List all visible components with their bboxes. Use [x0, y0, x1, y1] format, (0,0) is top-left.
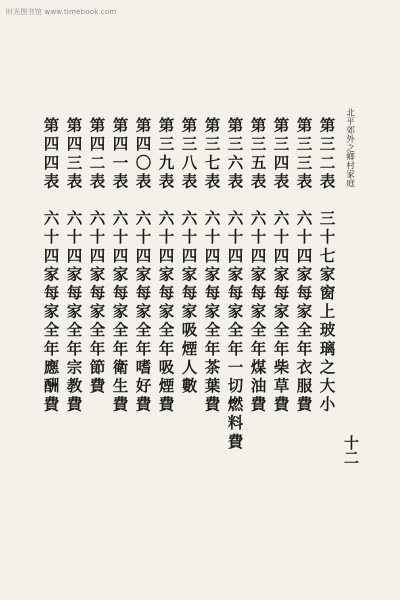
table-list-entry: 第三九表 六十四家每家全年吸煙費: [156, 117, 176, 415]
table-list-entry: 第四一表 六十四家每家全年衛生費: [110, 117, 130, 415]
table-list-entry: 第三五表 六十四家每家全年煤油費: [248, 117, 268, 415]
running-header: 北平郊外之鄉村家庭: [344, 108, 355, 188]
table-list-entry: 第三八表 六十四家每家吸煙人數: [179, 117, 199, 396]
table-list-entry: 第三七表 六十四家每家全年茶葉費: [202, 117, 222, 415]
table-list-entry: 第四二表 六十四家每家全年節費: [87, 117, 107, 396]
page-number: 十二: [342, 435, 360, 465]
table-list-entry: 第三三表 六十四家每家全年衣服費: [294, 117, 314, 415]
table-list-entry: 第四三表 六十四家每家全年宗教費: [64, 117, 84, 415]
table-list-entry: 第四四表 六十四家每家全年應酬費: [41, 117, 61, 415]
watermark-text: 时光图书馆 www.timebook.com: [6, 8, 117, 16]
table-list-entry: 第四〇表 六十四家每家全年嗜好費: [133, 117, 153, 415]
table-list-entry: 第三四表 六十四家每家全年柴草費: [271, 117, 291, 415]
table-list-entry: 第三二表 三十七家窗上玻璃之大小: [317, 117, 337, 415]
table-list-entry: 第三六表 六十四家每家全年一切燃料費: [225, 117, 245, 452]
